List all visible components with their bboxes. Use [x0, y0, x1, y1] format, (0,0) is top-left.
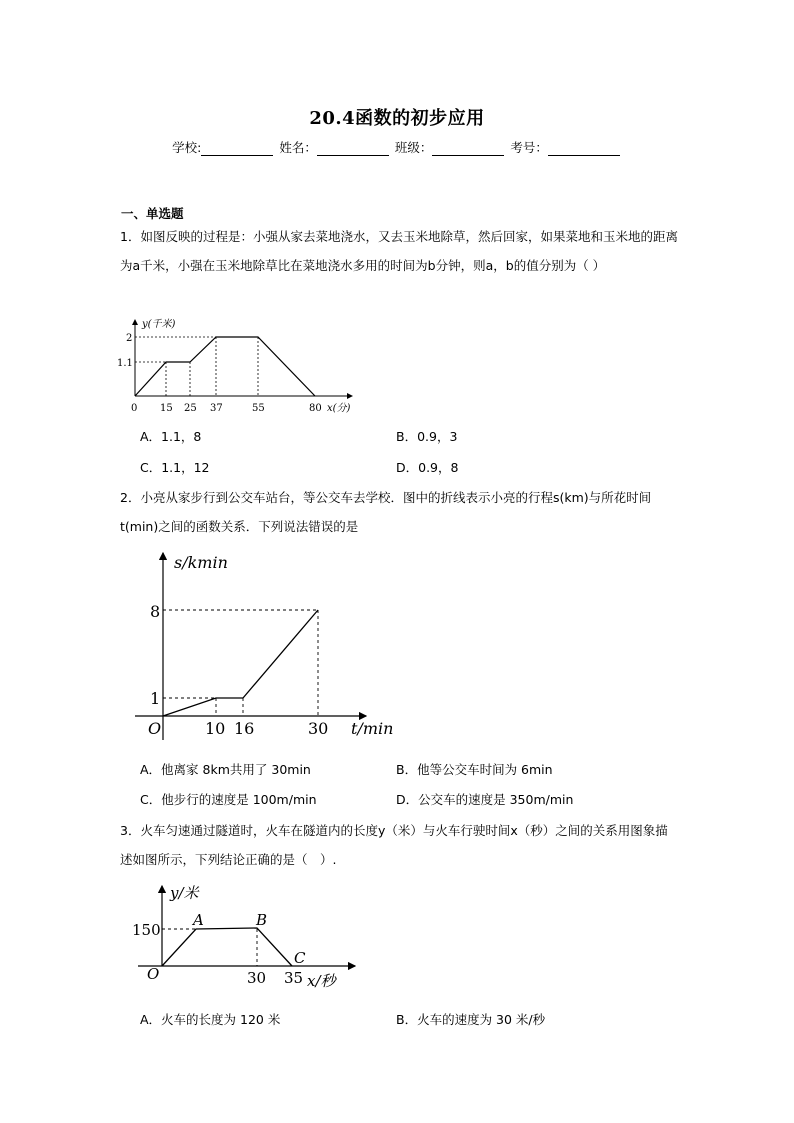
question-1-text: 1．如图反映的过程是：小强从家去菜地浇水，又去玉米地除草，然后回家，如果菜地和玉米地的距离为a千米，小强在玉米地除草比在菜地浇水多用的时间为b分钟，则a，b的值分别为（ ） [120, 229, 678, 273]
q1-option-d[interactable]: D．0.9，8 [396, 460, 459, 475]
point-c-label: C [294, 949, 306, 967]
origin-label: O [147, 965, 160, 983]
x-tick-label: 35 [284, 969, 304, 987]
q1-option-b[interactable]: B．0.9，3 [396, 429, 458, 444]
q1-option-a[interactable]: A．1.1，8 [140, 429, 202, 444]
x-tick-label: 16 [234, 719, 255, 738]
origin-label: O [148, 719, 162, 738]
x-tick-label: 15 [160, 403, 173, 414]
x-axis-label: x/秒 [307, 972, 336, 990]
tunnel-length-polyline [162, 928, 292, 966]
number-blank[interactable] [548, 142, 620, 156]
x-tick-label: 55 [252, 403, 265, 414]
name-label: 姓名： [279, 140, 317, 155]
q3-option-a[interactable]: A．火车的长度为 120 米 [140, 1012, 281, 1027]
number-label: 考号： [510, 140, 548, 155]
x-tick-label: 37 [210, 403, 223, 414]
x-tick-label: 30 [308, 719, 329, 738]
section-heading: 一、单选题 [121, 206, 184, 221]
journey-polyline [163, 610, 318, 716]
x-tick-label: 10 [205, 719, 226, 738]
distance-polyline [135, 337, 315, 396]
name-blank[interactable] [317, 142, 389, 156]
y-tick-label: 1 [150, 689, 161, 708]
question-2-text: 2．小亮从家步行到公交车站台，等公交车去学校．图中的折线表示小亮的行程s(km)与所花时间t(min)之间的函数关系．下列说法错误的是 [120, 490, 652, 534]
x-tick-label: 30 [247, 969, 267, 987]
school-blank[interactable] [201, 142, 273, 156]
q3-option-b[interactable]: B．火车的速度为 30 米/秒 [396, 1012, 546, 1027]
question-3-graph [130, 880, 370, 995]
question-2-graph [130, 548, 400, 743]
y-tick-label: 150 [132, 921, 161, 939]
x-axis-label: x(分) [327, 403, 351, 414]
x-tick-label: 80 [309, 403, 322, 414]
class-label: 班级： [394, 140, 433, 155]
q2-option-b[interactable]: B．他等公交车时间为 6min [396, 762, 553, 777]
question-3-text: 3．火车匀速通过隧道时，火车在隧道内的长度y（米）与火车行驶时间x（秒）之间的关系用图象描述如图所示，下列结论正确的是（ ）. [120, 823, 668, 867]
page-title: 20.4函数的初步应用 [309, 108, 485, 129]
y-tick-label: 1.1 [117, 358, 133, 369]
origin-label: 0 [131, 403, 138, 414]
q1-option-c[interactable]: C．1.1，12 [140, 460, 210, 475]
student-info-line [0, 138, 794, 156]
y-axis-label: s/kmin [174, 553, 228, 572]
x-tick-label: 25 [184, 403, 197, 414]
class-blank[interactable] [432, 142, 504, 156]
y-tick-label: 8 [150, 602, 161, 621]
y-axis-label: y(千米) [142, 319, 176, 330]
q2-option-d[interactable]: D．公交车的速度是 350m/min [396, 792, 574, 807]
y-axis-label: y/米 [170, 884, 199, 902]
q2-option-a[interactable]: A．他离家 8km共用了 30min [140, 762, 311, 777]
point-b-label: B [256, 911, 268, 929]
y-tick-label: 2 [126, 333, 133, 344]
question-1-graph [112, 316, 362, 421]
x-axis-label: t/min [351, 719, 394, 738]
q2-option-c[interactable]: C．他步行的速度是 100m/min [140, 792, 317, 807]
point-a-label: A [193, 911, 204, 929]
school-label: 学校: [172, 140, 202, 155]
